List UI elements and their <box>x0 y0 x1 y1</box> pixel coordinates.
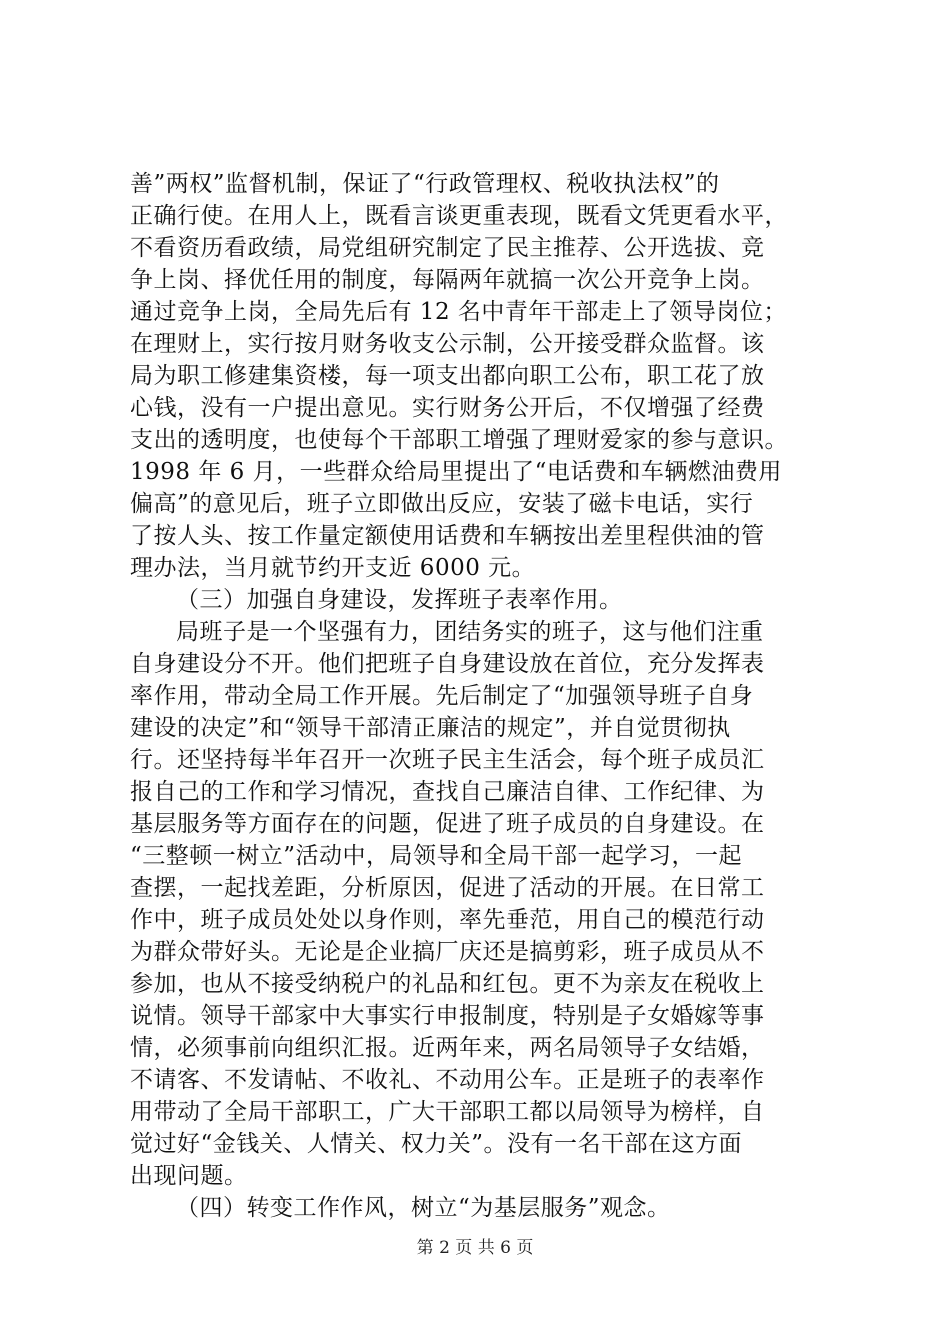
text-line: 偏高”的意见后，班子立即做出反应，安装了磁卡电话，实行 <box>130 491 754 517</box>
text-line: 支出的透明度，也使每个干部职工增强了理财爱家的参与意识。 <box>130 427 788 453</box>
text-line: 善”两权”监督机制，保证了“行政管理权、税收执法权”的 <box>130 171 720 197</box>
text-line: 建设的决定”和“领导干部清正廉洁的规定”，并自觉贯彻执 <box>130 715 731 741</box>
text-line: 正确行使。在用人上，既看言谈更重表现，既看文凭更看水平， <box>130 203 788 229</box>
text-line: 在理财上，实行按月财务收支公示制，公开接受群众监督。该 <box>130 331 765 357</box>
paragraph-first-line: 局班子是一个坚强有力，团结务实的班子，这与他们注重 <box>176 619 764 645</box>
text-line: 为群众带好头。无论是企业搞厂庆还是搞剪彩，班子成员从不 <box>130 939 765 965</box>
text-line: 用带动了全局干部职工，广大干部职工都以局领导为榜样，自 <box>130 1099 765 1125</box>
text-line: 不请客、不发请帖、不收礼、不动用公车。正是班子的表率作 <box>130 1067 765 1093</box>
text-line: 自身建设分不开。他们把班子自身建设放在首位，充分发挥表 <box>130 651 765 677</box>
text-line: 不看资历看政绩，局党组研究制定了民主推荐、公开选拔、竞 <box>130 235 765 261</box>
text-line: 作中，班子成员处处以身作则，率先垂范，用自己的模范行动 <box>130 907 765 933</box>
page-footer: 第 2 页 共 6 页 <box>416 1238 534 1258</box>
text-line: 心钱，没有一户提出意见。实行财务公开后，不仅增强了经费 <box>130 395 765 421</box>
text-line: 率作用，带动全局工作开展。先后制定了“加强领导班子自身 <box>130 683 754 709</box>
document-body <box>130 168 840 1224</box>
text-line: 行。还坚持每半年召开一次班子民主生活会，每个班子成员汇 <box>130 747 765 773</box>
text-line: 了按人头、按工作量定额使用话费和车辆按出差里程供油的管 <box>130 523 765 549</box>
section-heading: （三）加强自身建设，发挥班子表率作用。 <box>176 587 623 613</box>
text-line: “三整顿一树立”活动中，局领导和全局干部一起学习，一起 <box>130 843 743 869</box>
text-line: 觉过好“金钱关、人情关、权力关”。没有一名干部在这方面 <box>130 1131 743 1157</box>
text-line: 说情。领导干部家中大事实行申报制度，特别是子女婚嫁等事 <box>130 1003 765 1029</box>
text-line: 情，必须事前向组织汇报。近两年来，两名局领导子女结婚， <box>130 1035 765 1061</box>
text-line: 通过竞争上岗，全局先后有 12 名中青年干部走上了领导岗位； <box>130 299 787 325</box>
section-heading: （四）转变工作作风，树立“为基层服务”观念。 <box>176 1195 671 1221</box>
text-line: 报自己的工作和学习情况，查找自己廉洁自律、工作纪律、为 <box>130 779 765 805</box>
text-line: 局为职工修建集资楼，每一项支出都向职工公布，职工花了放 <box>130 363 765 389</box>
text-line: 争上岗、择优任用的制度，每隔两年就搞一次公开竞争上岗。 <box>130 267 765 293</box>
text-line: 参加，也从不接受纳税户的礼品和红包。更不为亲友在税收上 <box>130 971 765 997</box>
text-line: 理办法，当月就节约开支近 6000 元。 <box>130 555 536 581</box>
text-line: 1998 年 6 月，一些群众给局里提出了“电话费和车辆燃油费用 <box>130 459 782 485</box>
text-line: 出现问题。 <box>130 1163 248 1189</box>
text-line: 查摆，一起找差距，分析原因，促进了活动的开展。在日常工 <box>130 875 765 901</box>
text-line: 基层服务等方面存在的问题，促进了班子成员的自身建设。在 <box>130 811 765 837</box>
